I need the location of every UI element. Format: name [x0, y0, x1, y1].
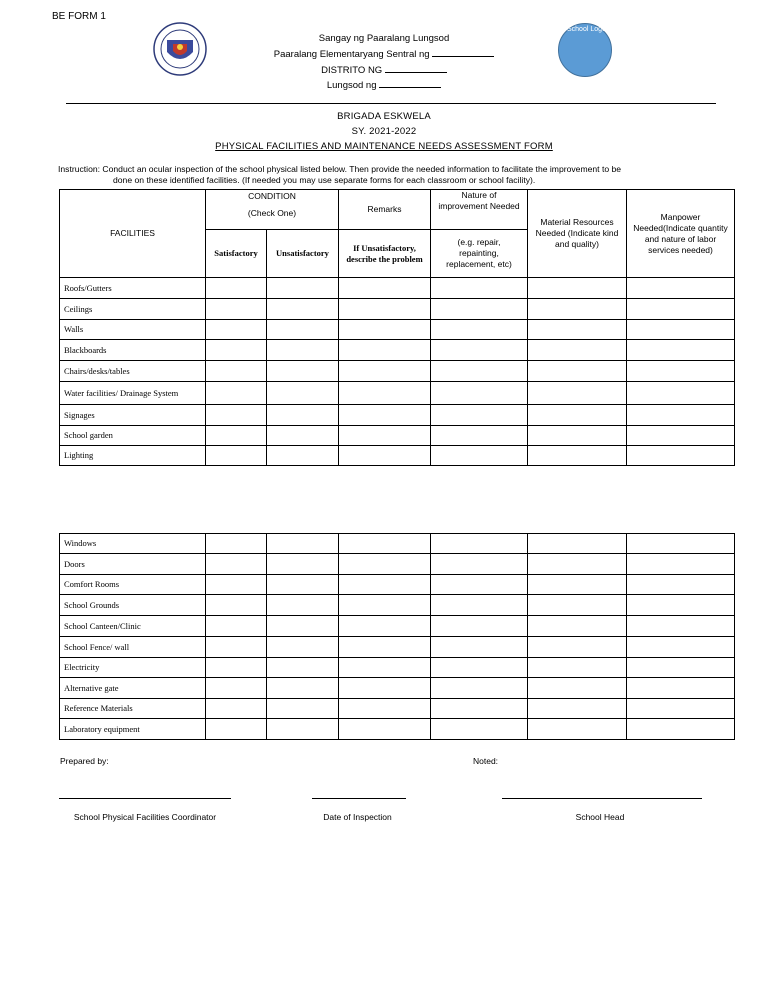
table-row [60, 554, 735, 575]
entry-cell[interactable] [431, 699, 528, 719]
entry-cell[interactable] [339, 405, 431, 426]
entry-cell[interactable] [206, 554, 267, 575]
entry-cell[interactable] [627, 340, 735, 361]
entry-cell[interactable] [339, 719, 431, 740]
facility-label: Roofs/Gutters [60, 278, 206, 299]
entry-cell[interactable] [431, 637, 528, 658]
entry-cell[interactable] [267, 361, 339, 382]
entry-cell[interactable] [206, 595, 267, 616]
entry-cell[interactable] [206, 616, 267, 637]
table-row [60, 616, 735, 637]
entry-cell[interactable] [267, 446, 339, 466]
entry-cell[interactable] [206, 405, 267, 426]
header-remarks: Remarks [339, 190, 431, 230]
entry-cell[interactable] [431, 340, 528, 361]
entry-cell[interactable] [206, 719, 267, 740]
entry-cell[interactable] [267, 595, 339, 616]
entry-cell[interactable] [528, 446, 627, 466]
table-row [60, 361, 735, 382]
entry-cell[interactable] [339, 637, 431, 658]
entry-cell[interactable] [339, 426, 431, 446]
table-row [60, 446, 735, 466]
entry-cell[interactable] [627, 382, 735, 405]
entry-cell[interactable] [431, 534, 528, 554]
entry-cell[interactable] [627, 637, 735, 658]
table-row [60, 278, 735, 299]
facility-label: Windows [60, 534, 206, 554]
district-blank [385, 64, 447, 73]
facility-label: School Fence/ wall [60, 637, 206, 658]
entry-cell[interactable] [528, 678, 627, 699]
entry-cell[interactable] [431, 554, 528, 575]
header-line-4-text: Lungsod ng [326, 80, 377, 91]
header-material: Material Resources Needed (Indicate kind and quality) [528, 190, 627, 278]
entry-cell[interactable] [206, 678, 267, 699]
table-part-2-body [60, 534, 735, 740]
facility-label: School garden [60, 426, 206, 446]
facility-label: Ceilings [60, 299, 206, 320]
entry-cell[interactable] [339, 382, 431, 405]
entry-cell[interactable] [431, 658, 528, 678]
table-part-1-body [60, 278, 735, 466]
entry-cell[interactable] [627, 616, 735, 637]
entry-cell[interactable] [339, 678, 431, 699]
facility-label: Electricity [60, 658, 206, 678]
facility-label: Alternative gate [60, 678, 206, 699]
form-title: PHYSICAL FACILITIES AND MAINTENANCE NEEDS ASSESSMENT FORM [215, 141, 553, 152]
instruction-line-1: Instruction: Conduct an ocular inspection of the school physical listed below. Then provide the needed information to facilitate the improvement to be [58, 164, 622, 174]
entry-cell[interactable] [267, 534, 339, 554]
entry-cell[interactable] [528, 616, 627, 637]
entry-cell[interactable] [627, 320, 735, 340]
entry-cell[interactable] [528, 719, 627, 740]
program-title: BRIGADA ESKWELA [337, 111, 431, 122]
table-row [60, 595, 735, 616]
head-signature-line [502, 798, 702, 799]
entry-cell[interactable] [206, 534, 267, 554]
entry-cell[interactable] [528, 534, 627, 554]
entry-cell[interactable] [267, 320, 339, 340]
table-row [60, 382, 735, 405]
entry-cell[interactable] [528, 382, 627, 405]
school-name-blank [432, 48, 494, 57]
entry-cell[interactable] [528, 554, 627, 575]
table-row [60, 637, 735, 658]
entry-cell[interactable] [627, 658, 735, 678]
entry-cell[interactable] [627, 278, 735, 299]
entry-cell[interactable] [339, 554, 431, 575]
header-facilities: FACILITIES [60, 190, 206, 278]
entry-cell[interactable] [431, 405, 528, 426]
entry-cell[interactable] [267, 299, 339, 320]
facility-label: Doors [60, 554, 206, 575]
entry-cell[interactable] [267, 658, 339, 678]
table-row [60, 534, 735, 554]
city-blank [379, 79, 441, 88]
header-line-2-text: Paaralang Elementaryang Sentral ng [273, 49, 430, 60]
entry-cell[interactable] [339, 320, 431, 340]
entry-cell[interactable] [267, 719, 339, 740]
entry-cell[interactable] [528, 699, 627, 719]
entry-cell[interactable] [431, 278, 528, 299]
entry-cell[interactable] [431, 719, 528, 740]
entry-cell[interactable] [528, 361, 627, 382]
entry-cell[interactable] [627, 575, 735, 595]
entry-cell[interactable] [627, 426, 735, 446]
entry-cell[interactable] [339, 595, 431, 616]
coordinator-label: School Physical Facilities Coordinator [73, 812, 217, 822]
table-row [60, 678, 735, 699]
entry-cell[interactable] [339, 575, 431, 595]
header-line-3 [0, 64, 768, 76]
entry-cell[interactable] [206, 299, 267, 320]
entry-cell[interactable] [206, 699, 267, 719]
entry-cell[interactable] [431, 320, 528, 340]
entry-cell[interactable] [206, 426, 267, 446]
facility-label: Blackboards [60, 340, 206, 361]
entry-cell[interactable] [267, 554, 339, 575]
assessment-table-part-2 [59, 533, 735, 740]
assessment-table-part-1 [59, 189, 735, 466]
entry-cell[interactable] [267, 340, 339, 361]
entry-cell[interactable] [206, 658, 267, 678]
coordinator-signature-line [59, 798, 231, 799]
entry-cell[interactable] [267, 637, 339, 658]
header-remarks-sub: If Unsatisfactory, describe the problem [339, 230, 431, 278]
entry-cell[interactable] [627, 299, 735, 320]
entry-cell[interactable] [267, 382, 339, 405]
head-label: School Head [575, 812, 625, 822]
instruction [58, 164, 718, 186]
entry-cell[interactable] [339, 658, 431, 678]
header-line-2 [0, 48, 768, 60]
header-line-3-text: DISTRITO NG [321, 65, 383, 76]
school-logo-text: School Logo [567, 26, 606, 33]
header-unsatisfactory: Unsatisfactory [267, 230, 339, 278]
entry-cell[interactable] [206, 446, 267, 466]
entry-cell[interactable] [206, 278, 267, 299]
facility-label: Reference Materials [60, 699, 206, 719]
header-line-1: Sangay ng Paaralang Lungsod [318, 33, 450, 44]
date-label: Date of Inspection [323, 812, 392, 822]
entry-cell[interactable] [431, 426, 528, 446]
facility-label: Water facilities/ Drainage System [60, 382, 206, 405]
header-condition-note: (Check One) [247, 208, 297, 218]
school-logo-placeholder [558, 23, 612, 77]
school-year: SY. 2021-2022 [351, 126, 417, 137]
facility-label: Laboratory equipment [60, 719, 206, 740]
entry-cell[interactable] [267, 405, 339, 426]
entry-cell[interactable] [528, 340, 627, 361]
entry-cell[interactable] [267, 426, 339, 446]
prepared-by-label: Prepared by: [60, 756, 109, 766]
entry-cell[interactable] [528, 658, 627, 678]
header-manpower: Manpower Needed(Indicate quantity and nature of labor services needed) [627, 190, 735, 278]
entry-cell[interactable] [267, 575, 339, 595]
table-row [60, 658, 735, 678]
facility-label: Chairs/desks/tables [60, 361, 206, 382]
facility-label: Walls [60, 320, 206, 340]
entry-cell[interactable] [206, 575, 267, 595]
entry-cell[interactable] [431, 299, 528, 320]
entry-cell[interactable] [627, 446, 735, 466]
table-row [60, 320, 735, 340]
noted-label: Noted: [473, 756, 499, 766]
entry-cell[interactable] [431, 361, 528, 382]
table-row [60, 575, 735, 595]
entry-cell[interactable] [528, 426, 627, 446]
entry-cell[interactable] [206, 637, 267, 658]
header-divider [66, 103, 716, 104]
entry-cell[interactable] [267, 616, 339, 637]
entry-cell[interactable] [339, 534, 431, 554]
entry-cell[interactable] [339, 616, 431, 637]
entry-cell[interactable] [431, 382, 528, 405]
entry-cell[interactable] [431, 595, 528, 616]
entry-cell[interactable] [339, 699, 431, 719]
entry-cell[interactable] [528, 278, 627, 299]
entry-cell[interactable] [206, 382, 267, 405]
header-line-4 [0, 79, 768, 91]
header-nature-sub: (e.g. repair, repainting, replacement, etc) [431, 230, 528, 278]
entry-cell[interactable] [267, 678, 339, 699]
facility-label: School Canteen/Clinic [60, 616, 206, 637]
entry-cell[interactable] [431, 575, 528, 595]
header-condition [206, 190, 339, 230]
entry-cell[interactable] [267, 699, 339, 719]
facility-label: Lighting [60, 446, 206, 466]
table-row [60, 340, 735, 361]
header-nature: Nature of improvement Needed [431, 190, 528, 230]
entry-cell[interactable] [627, 719, 735, 740]
entry-cell[interactable] [431, 446, 528, 466]
entry-cell[interactable] [627, 534, 735, 554]
table-row [60, 405, 735, 426]
entry-cell[interactable] [206, 340, 267, 361]
entry-cell[interactable] [528, 575, 627, 595]
entry-cell[interactable] [528, 637, 627, 658]
entry-cell[interactable] [431, 678, 528, 699]
entry-cell[interactable] [339, 278, 431, 299]
facility-label: Comfort Rooms [60, 575, 206, 595]
entry-cell[interactable] [528, 299, 627, 320]
header-satisfactory: Satisfactory [206, 230, 267, 278]
table-row [60, 426, 735, 446]
entry-cell[interactable] [339, 340, 431, 361]
entry-cell[interactable] [339, 299, 431, 320]
entry-cell[interactable] [206, 361, 267, 382]
entry-cell[interactable] [431, 616, 528, 637]
entry-cell[interactable] [627, 699, 735, 719]
entry-cell[interactable] [339, 361, 431, 382]
entry-cell[interactable] [627, 361, 735, 382]
entry-cell[interactable] [206, 320, 267, 340]
entry-cell[interactable] [627, 595, 735, 616]
entry-cell[interactable] [627, 405, 735, 426]
form-code: BE FORM 1 [52, 11, 106, 22]
table-row [60, 299, 735, 320]
entry-cell[interactable] [528, 595, 627, 616]
entry-cell[interactable] [528, 405, 627, 426]
entry-cell[interactable] [339, 446, 431, 466]
entry-cell[interactable] [627, 678, 735, 699]
table-row [60, 719, 735, 740]
entry-cell[interactable] [528, 320, 627, 340]
entry-cell[interactable] [267, 278, 339, 299]
table-row [60, 699, 735, 719]
facility-label: Signages [60, 405, 206, 426]
entry-cell[interactable] [627, 554, 735, 575]
facility-label: School Grounds [60, 595, 206, 616]
date-signature-line [312, 798, 406, 799]
instruction-line-2: done on these identified facilities. (If needed you may use separate forms for each classroom or school facility). [113, 175, 536, 185]
header-condition-label: CONDITION [248, 191, 296, 201]
